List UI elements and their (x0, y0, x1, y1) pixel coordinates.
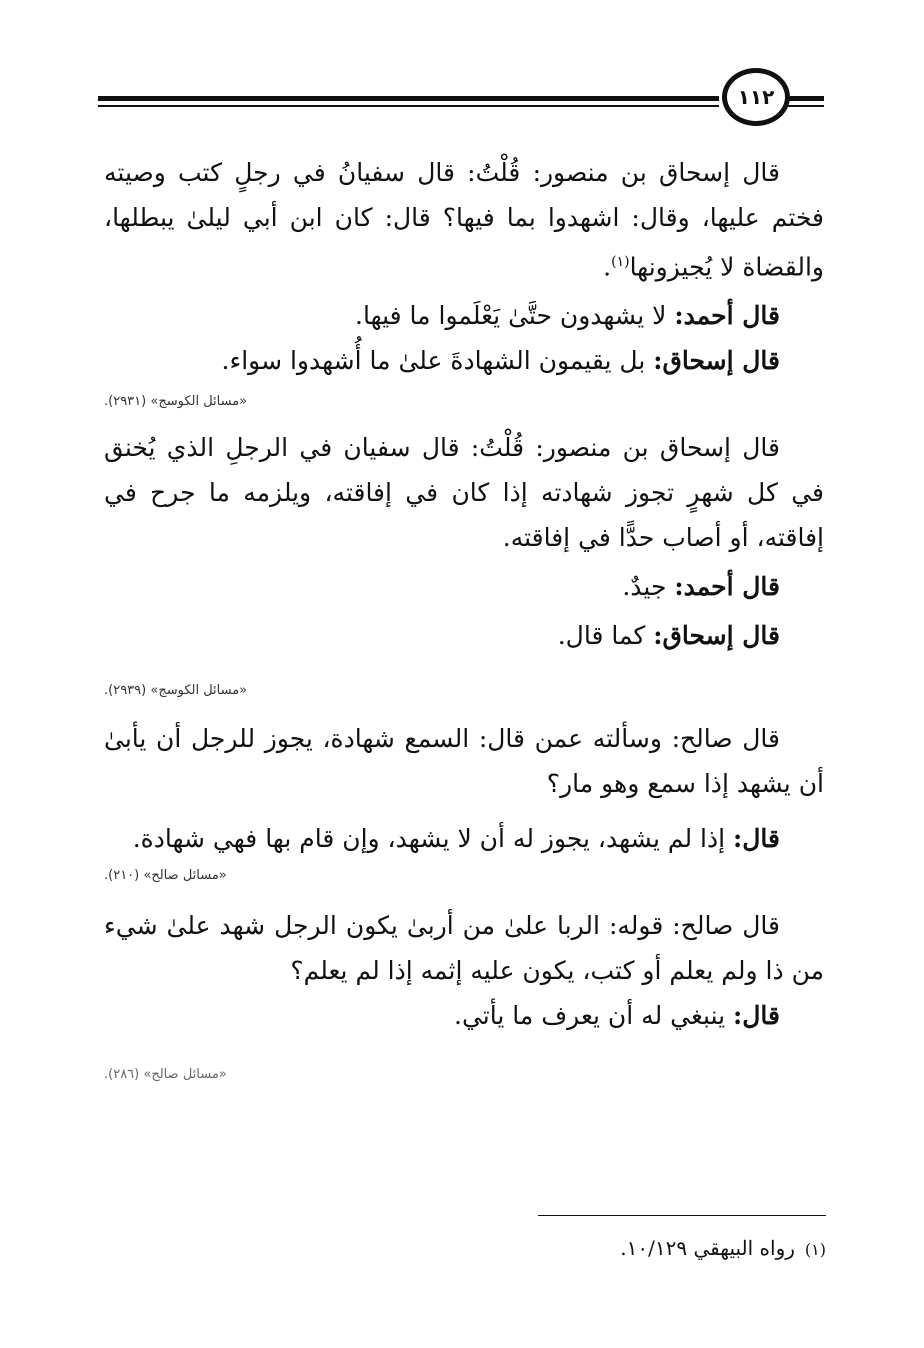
source-citation-4: «مسائل صالح» (٢٨٦). (104, 1067, 227, 1083)
answer-4 (104, 993, 824, 1038)
paragraph-3-text: قال صالح: وسألته عمن قال: السمع شهادة، يجوز للرجل أن يأبىٰ أن يشهد إذا سمع وهو مار؟ (104, 724, 824, 799)
ishaq-answer-1-text: بل يقيمون الشهادةَ علىٰ ما أُشهدوا سواء. (221, 346, 646, 376)
answer-3 (104, 816, 824, 861)
ishaq-answer-2-text: كما قال. (557, 621, 646, 651)
header-rule-right (788, 96, 824, 101)
speaker-label-ishaq: قال إسحاق: (653, 621, 780, 651)
ahmad-answer-1 (104, 293, 824, 338)
page-header (98, 68, 824, 130)
footnote-divider (538, 1215, 826, 1216)
speaker-label-qala: قال: (733, 824, 780, 854)
speaker-label-ahmad: قال أحمد: (674, 301, 780, 331)
footnote-text: رواه البيهقي ١٠/١٢٩. (620, 1236, 795, 1260)
page-body (104, 150, 824, 1090)
paragraph-1 (104, 150, 824, 289)
footnote-1 (200, 1228, 826, 1270)
page-number-text: ١١٢ (737, 85, 775, 109)
ishaq-answer-2 (104, 613, 824, 658)
paragraph-4-text: قال صالح: قوله: الربا علىٰ من أربىٰ يكون الرجل شهد علىٰ شيء من ذا ولم يعلم أو كتب، يكون عليه إثمه إذا لم يعلم؟ (104, 911, 824, 986)
ishaq-answer-1 (104, 338, 824, 383)
footnote-reference[interactable]: (١) (611, 254, 630, 270)
paragraph-1-end: . (603, 252, 612, 282)
speaker-label-qala: قال: (733, 1001, 780, 1031)
footnote-number: (١) (804, 1240, 826, 1259)
speaker-label-ahmad: قال أحمد: (674, 572, 780, 602)
header-rule-thin (98, 105, 719, 107)
source-citation-1: «مسائل الكوسج» (٢٩٣١). (104, 394, 248, 410)
ahmad-answer-1-text: لا يشهدون حتَّىٰ يَعْلَموا ما فيها. (355, 301, 667, 331)
page-number (722, 68, 790, 126)
source-citation-3: «مسائل صالح» (٢١٠). (104, 868, 227, 884)
paragraph-1-text: قال إسحاق بن منصور: قُلْتُ: قال سفيانُ في رجلٍ كتب وصيته فختم عليها، وقال: اشهدوا بما فيها؟ قال: كان ابن أبي ليلىٰ يبطلها، والقضاة لا يُجيزونها (104, 158, 824, 282)
header-rule-right-thin (788, 105, 824, 107)
answer-3-text: إذا لم يشهد، يجوز له أن لا يشهد، وإن قام بها فهي شهادة. (132, 824, 726, 854)
speaker-label-ishaq: قال إسحاق: (653, 346, 780, 376)
paragraph-4 (104, 903, 824, 993)
ahmad-answer-2-text: جيدٌ. (622, 572, 667, 602)
ahmad-answer-2 (104, 564, 824, 609)
answer-4-text: ينبغي له أن يعرف ما يأتي. (454, 1001, 726, 1031)
paragraph-2 (104, 425, 824, 560)
paragraph-2-text: قال إسحاق بن منصور: قُلْتُ: قال سفيان في الرجلِ الذي يُخنق في كل شهرٍ تجوز شهادته إذا كان في إفاقته، ويلزمه ما جرح في إفاقته، أو أصاب حدًّا في إفاقته. (104, 433, 824, 553)
header-rule-thick (98, 96, 719, 101)
paragraph-3 (104, 716, 824, 806)
source-citation-2: «مسائل الكوسج» (٢٩٣٩). (104, 683, 248, 699)
